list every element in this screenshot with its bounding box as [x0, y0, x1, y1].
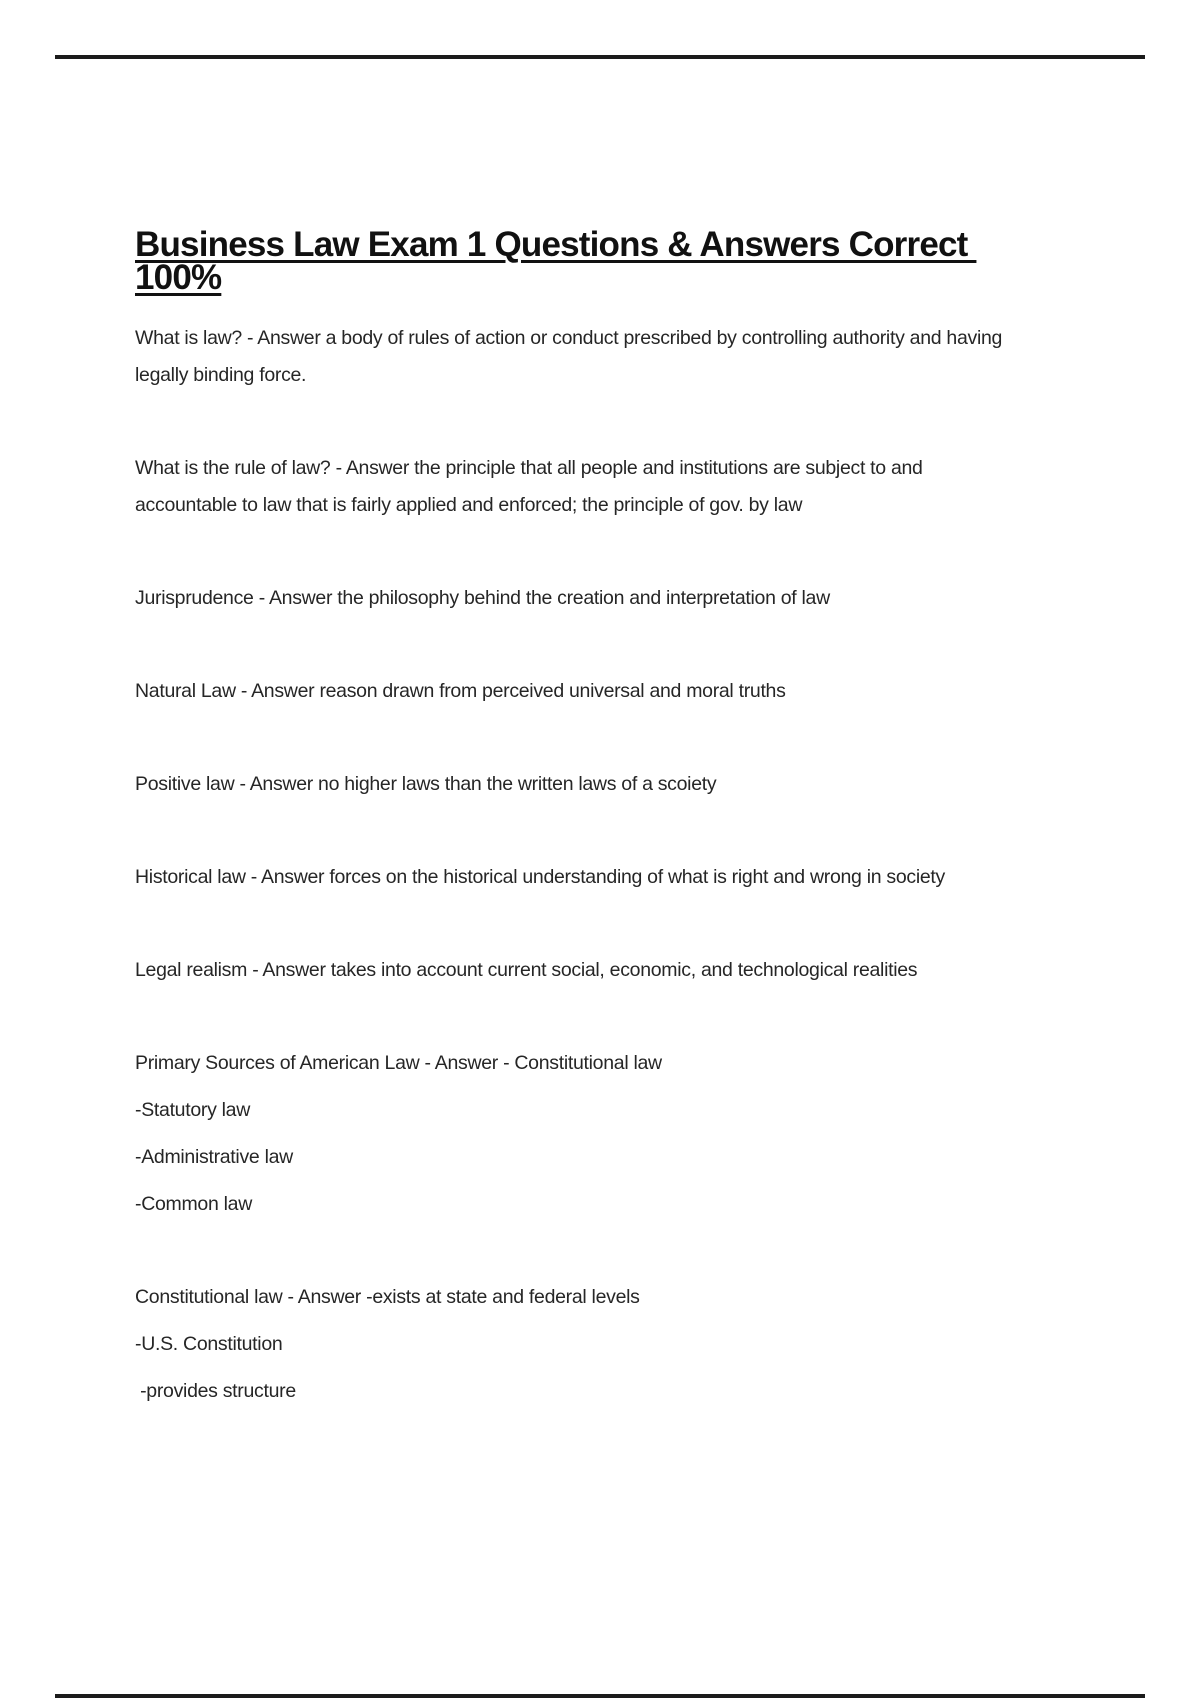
paragraph [135, 1092, 1095, 1129]
paragraph [135, 952, 1095, 989]
paragraph [135, 580, 1095, 617]
page-title [135, 225, 1095, 297]
paragraph-line: accountable to law that is fairly applied and enforced; the principle of gov. by law [135, 494, 803, 516]
paragraph [135, 1279, 1095, 1316]
paragraph-line: -provides structure [135, 1380, 296, 1402]
paragraph-line: -Common law [135, 1193, 252, 1215]
paragraph-line: What is law? - Answer a body of rules of action or conduct prescribed by controlling authority and having [135, 327, 1003, 349]
paragraph-line: Primary Sources of American Law - Answer - Constitutional law [135, 1052, 662, 1074]
qa-section [135, 952, 1095, 989]
qa-sections [135, 320, 1095, 1410]
paragraph [135, 450, 1095, 524]
qa-section [135, 859, 1095, 896]
document-content [135, 225, 1095, 1410]
qa-section [135, 1279, 1095, 1410]
paragraph [135, 1326, 1095, 1363]
footer-rule [55, 1694, 1145, 1698]
qa-section [135, 320, 1095, 394]
page-title-line-2: 100% [135, 258, 222, 297]
paragraph [135, 859, 1095, 896]
paragraph-line: -U.S. Constitution [135, 1333, 283, 1355]
paragraph-line: legally binding force. [135, 364, 307, 386]
paragraph [135, 1186, 1095, 1223]
paragraph-line: Jurisprudence - Answer the philosophy behind the creation and interpretation of law [135, 587, 830, 609]
paragraph-line: Positive law - Answer no higher laws than the written laws of a scoiety [135, 773, 717, 795]
paragraph-line: Natural Law - Answer reason drawn from perceived universal and moral truths [135, 680, 786, 702]
paragraph [135, 1139, 1095, 1176]
qa-section [135, 450, 1095, 524]
paragraph [135, 673, 1095, 710]
qa-section [135, 673, 1095, 710]
paragraph [135, 1045, 1095, 1082]
paragraph-line: -Statutory law [135, 1099, 251, 1121]
paragraph [135, 1373, 1095, 1410]
header-rule [55, 55, 1145, 59]
paragraph-line: Constitutional law - Answer -exists at state and federal levels [135, 1286, 640, 1308]
paragraph [135, 320, 1095, 394]
paragraph-line: Historical law - Answer forces on the historical understanding of what is right and wrong in society [135, 866, 945, 888]
page-title-line-1: Business Law Exam 1 Questions & Answers Correct [135, 225, 977, 264]
paragraph-line: What is the rule of law? - Answer the principle that all people and institutions are subject to and [135, 457, 923, 479]
qa-section [135, 1045, 1095, 1223]
paragraph-line: Legal realism - Answer takes into account current social, economic, and technological realities [135, 959, 918, 981]
paragraph-line: -Administrative law [135, 1146, 293, 1168]
qa-section [135, 580, 1095, 617]
paragraph [135, 766, 1095, 803]
qa-section [135, 766, 1095, 803]
